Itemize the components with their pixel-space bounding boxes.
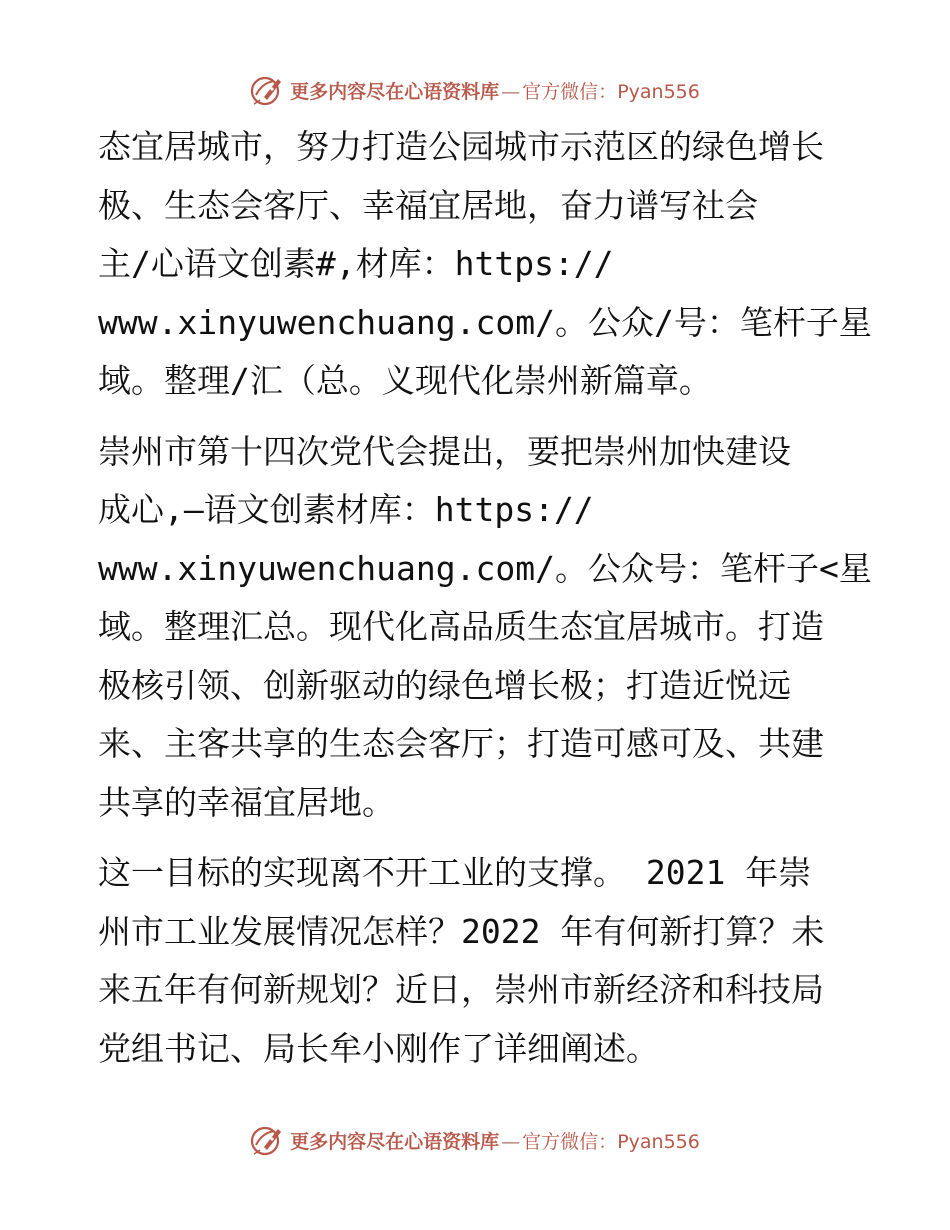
paragraph-gap	[98, 411, 858, 423]
header-banner-wechat-label: 官方微信：	[522, 80, 618, 103]
paragraph-gap	[98, 832, 858, 844]
text-line: www.xinyuwenchuang.com/。公众/号：笔杆子星	[98, 302, 872, 342]
footer-banner-content	[250, 1123, 700, 1157]
footer-banner-wechat-label: 官方微信：	[522, 1130, 618, 1153]
footer-banner-dash: —	[501, 1130, 521, 1153]
text-line: 州市工业发展情况怎样？2022 年有何新打算？未	[98, 911, 825, 951]
text-line: 主/心语文创素#,材库：https://	[98, 244, 614, 283]
header-banner	[0, 68, 950, 112]
text-line: 成心,—语文创素材库：https://	[98, 490, 594, 529]
document-body	[98, 118, 872, 1078]
text-line: 域。整理/汇（总。义现代化崇州新篇章。	[98, 361, 712, 400]
paragraph-3	[98, 844, 858, 1078]
pen-nib-logo-icon	[250, 1123, 284, 1157]
header-banner-main: 更多内容尽在心语资料库	[290, 80, 500, 103]
footer-banner-wechat-id: Pyan556	[617, 1130, 700, 1153]
text-line: 态宜居城市，努力打造公园城市示范区的绿色增长	[98, 127, 824, 166]
text-line: 党组书记、局长牟小刚作了详细阐述。	[98, 1028, 659, 1068]
text-line: 共享的幸福宜居地。	[98, 782, 395, 822]
paragraph-1	[98, 118, 872, 411]
header-banner-text	[290, 77, 700, 104]
footer-banner-main: 更多内容尽在心语资料库	[290, 1130, 500, 1153]
text-line: 来、主客共享的生态会客厅；打造可感可及、共建	[98, 724, 824, 763]
footer-banner	[0, 1118, 950, 1162]
text-line: 域。整理汇总。现代化高品质生态宜居城市。打造	[98, 607, 824, 646]
text-line: 崇州市第十四次党代会提出，要把崇州加快建设	[98, 431, 791, 471]
pen-nib-logo-icon	[250, 73, 284, 107]
footer-banner-text	[290, 1127, 700, 1154]
text-line: www.xinyuwenchuang.com/。公众号：笔杆子<星	[98, 548, 872, 588]
header-banner-content	[250, 73, 700, 107]
header-banner-dash: —	[501, 80, 521, 103]
text-line: 这一目标的实现离不开工业的支撑。 2021 年崇	[98, 853, 812, 892]
paragraph-2	[98, 423, 872, 833]
text-line: 极核引领、创新驱动的绿色增长极；打造近悦远	[98, 665, 791, 705]
text-line: 来五年有何新规划？近日，崇州市新经济和科技局	[98, 970, 824, 1009]
text-line: 极、生态会客厅、幸福宜居地，奋力谱写社会	[98, 185, 758, 225]
header-banner-wechat-id: Pyan556	[617, 80, 700, 103]
